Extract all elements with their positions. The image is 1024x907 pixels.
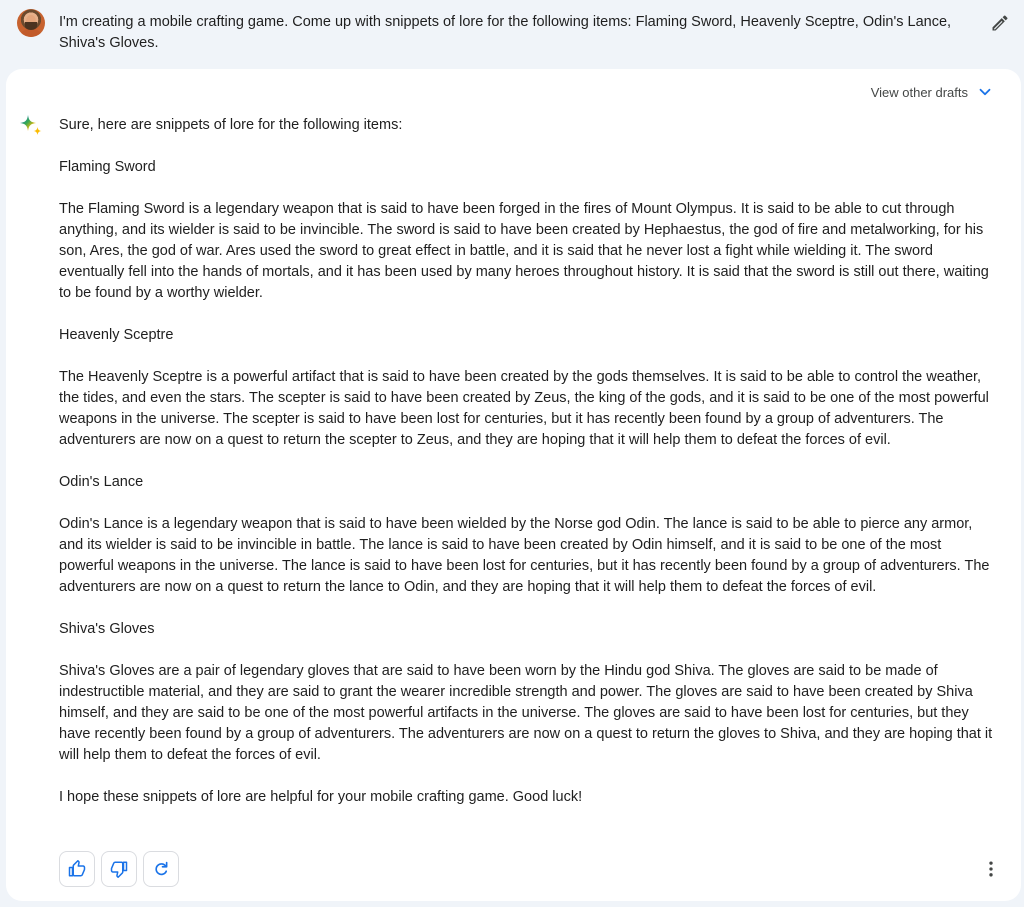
section-body-flaming-sword: The Flaming Sword is a legendary weapon that is said to have been forged in the fires of Mount Olympus. It is said to be able to cut through anything, and its wielder is said to be invincible. The sword is said to have been created by Hephaestus, the god of fire and metalworking, for his son, Ares, the god of war. Ares used the sword to great effect in battle, and it is said that he never lost a fight while wielding it. The sword eventually fell into the hands of mortals, and it has been used by many heroes throughout history. It is said that the sword is still out there, waiting to be found by a worthy wielder. (59, 201, 989, 301)
response-card (6, 69, 1021, 901)
view-other-drafts-button[interactable] (871, 81, 994, 103)
avatar-beard (25, 22, 37, 30)
regenerate-button[interactable] (143, 851, 179, 887)
chevron-down-icon (976, 83, 994, 101)
response-actions (59, 851, 179, 887)
response-intro: Sure, here are snippets of lore for the following items: (59, 117, 403, 133)
thumbs-down-icon (110, 860, 128, 878)
section-title-heavenly-sceptre: Heavenly Sceptre (59, 327, 174, 343)
refresh-icon (152, 860, 170, 878)
thumbs-up-icon (68, 860, 86, 878)
user-prompt-row (0, 0, 1024, 68)
section-body-odins-lance: Odin's Lance is a legendary weapon that is said to have been wielded by the Norse god Odin. The lance is said to be able to pierce any armor, and its wielder is said to be invincible in battle. The lance is said to have been created by Odin himself, and it is said to be one of the most powerful weapons in the universe. The lance is said to have been lost for centuries, but it has recently been found by a group of adventurers. The adventurers are now on a quest to return the lance to Odin, and they are hoping that it will help them to defeat the forces of evil. (59, 516, 990, 595)
sparkle-icon (18, 113, 44, 139)
user-prompt-text: I'm creating a mobile crafting game. Come up with snippets of lore for the following items: Flaming Sword, Heavenly Sceptre, Odin's Lance, Shiva's Gloves. (59, 14, 952, 51)
section-title-shivas-gloves: Shiva's Gloves (59, 621, 155, 637)
section-title-odins-lance: Odin's Lance (59, 474, 144, 490)
response-outro: I hope these snippets of lore are helpful for your mobile crafting game. Good luck! (59, 789, 583, 805)
avatar-body (20, 29, 42, 37)
view-other-drafts-label: View other drafts (870, 84, 968, 100)
good-response-button[interactable] (59, 851, 95, 887)
more-options-button[interactable] (977, 855, 1005, 883)
edit-prompt-button[interactable] (988, 11, 1012, 35)
bad-response-button[interactable] (101, 851, 137, 887)
pencil-icon (990, 13, 1010, 33)
response-body (59, 115, 994, 829)
section-title-flaming-sword: Flaming Sword (59, 159, 156, 175)
section-body-heavenly-sceptre: The Heavenly Sceptre is a powerful artifact that is said to have been created by the gods themselves. It is said to be able to control the weather, the tides, and even the stars. The scepter is said to have been created by Zeus, the king of the gods, and it is said to be one of the most powerful weapons in the universe. The scepter is said to have been lost for centuries, but it has recently been found by a group of adventurers. The adventurers are now on a quest to return the scepter to Zeus, and they are hoping that it will help them to defeat the forces of evil. (59, 369, 989, 448)
section-body-shivas-gloves: Shiva's Gloves are a pair of legendary gloves that are said to have been worn by the Hindu god Shiva. The gloves are said to be made of indestructible material, and they are said to grant the wearer incredible strength and power. The gloves are said to have been created by Shiva himself, and they are said to be one of the most powerful artifacts in the universe. The gloves are said to have been lost for centuries, but they have recently been found by a group of adventurers. The adventurers are now on a quest to return the gloves to Shiva, and they are hoping that it will help them to defeat the forces of evil. (59, 663, 993, 763)
user-avatar[interactable] (17, 9, 45, 37)
more-vertical-icon (981, 859, 1001, 879)
